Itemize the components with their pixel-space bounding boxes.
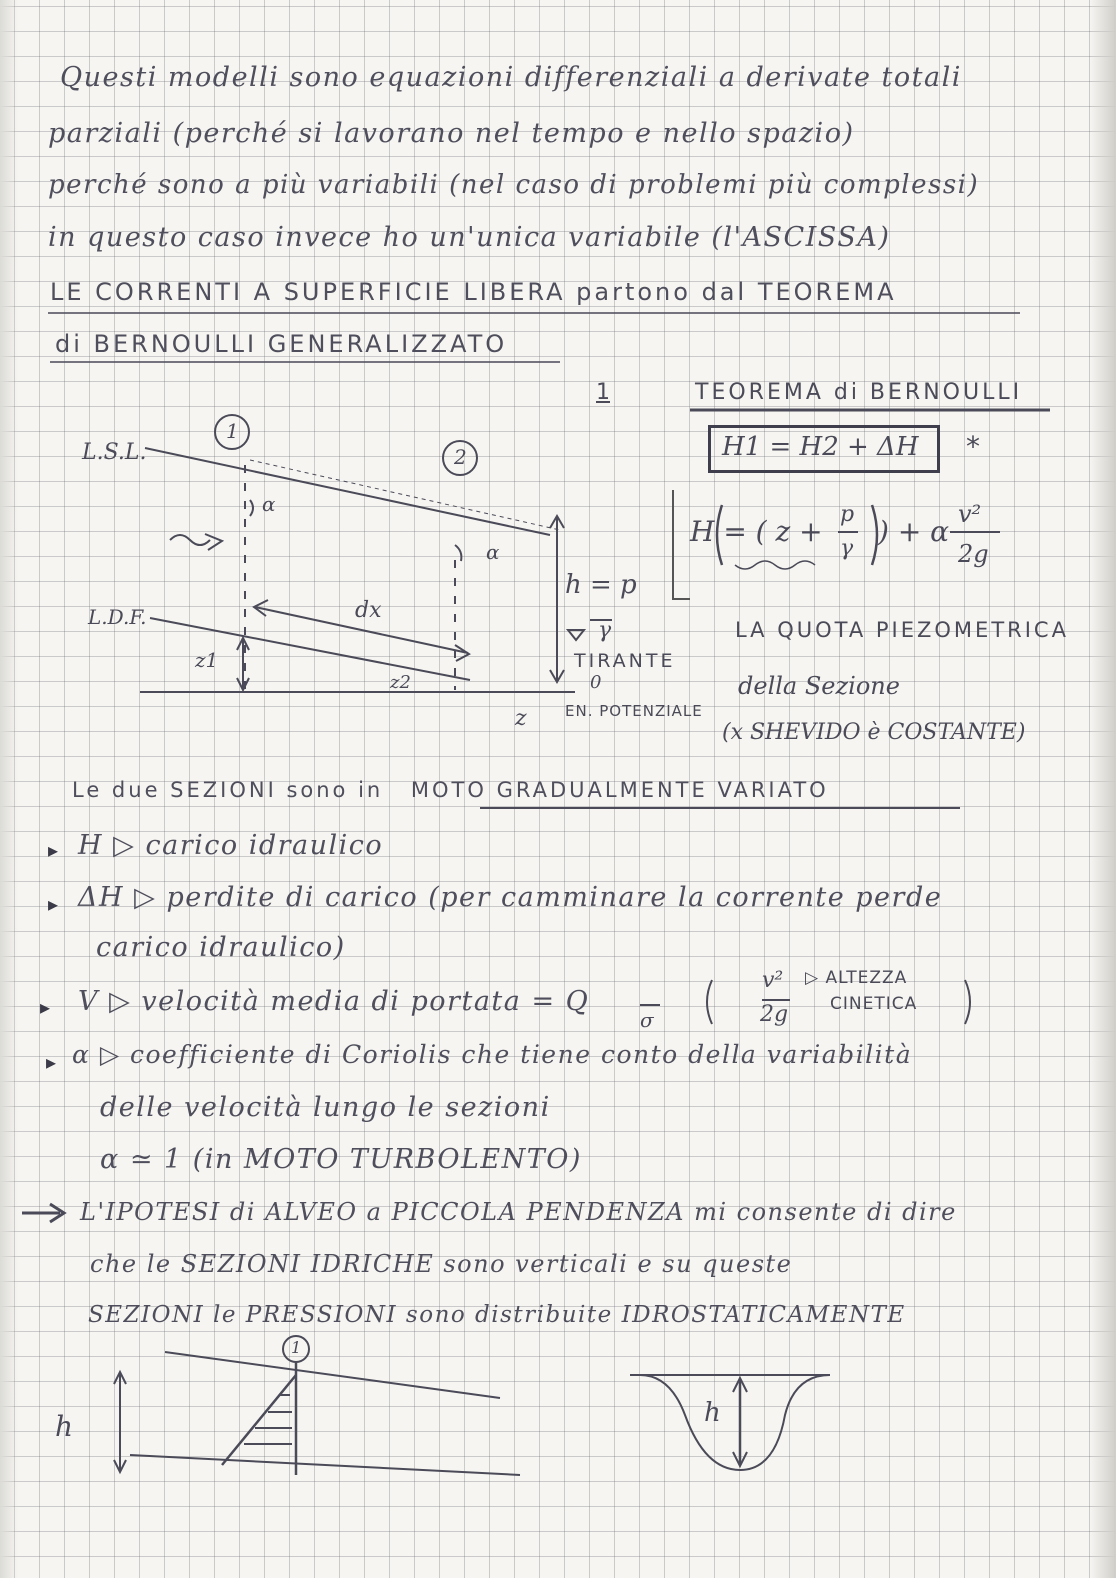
bullet-alpha-note: α ≃ 1 (in MOTO TURBOLENTO): [100, 1144, 582, 1175]
text-line-3: perché sono a più variabili (nel caso di problemi più complessi): [48, 170, 980, 200]
h-formula-2g: 2g: [958, 540, 989, 568]
kinetic-v2: v²: [762, 968, 784, 993]
depth-h-left: h: [55, 1410, 74, 1443]
dx-label: dx: [355, 598, 382, 623]
z-label: z: [515, 706, 527, 731]
kinetic-label-2: CINETICA: [830, 994, 918, 1014]
bullet-delta-h-cont: carico idraulico): [96, 932, 346, 963]
ldf-label: L.D.F.: [88, 605, 147, 629]
theorem-marker: 1: [596, 380, 610, 405]
h-label: h = p: [565, 570, 637, 600]
bullet-marker-1: ▸: [48, 838, 59, 862]
theorem-title: TEOREMA di BERNOULLI: [695, 380, 1023, 405]
theorem-equation: H1 = H2 + ΔH: [722, 432, 919, 462]
text-line-6: di BERNOULLI GENERALIZZATO: [55, 330, 508, 358]
tirante-label: TIRANTE: [574, 650, 676, 672]
z2-label: z2: [390, 672, 411, 693]
bullet-v: V ▷ velocità media di portata = Q: [78, 986, 590, 1017]
hypothesis-line-3: SEZIONI le PRESSIONI sono distribuite IDROSTATICAMENTE: [88, 1302, 906, 1328]
text-line-4: in questo caso invece ho un'unica variabile (l'ASCISSA): [48, 222, 891, 253]
bullet-marker-3: ▸: [40, 995, 51, 1019]
en-potenziale-label: EN. POTENZIALE: [565, 702, 703, 720]
depth-h-right: h: [704, 1398, 721, 1428]
alpha-label-2: α: [486, 540, 500, 564]
sections-intro-text: Le due SEZIONI sono in: [72, 778, 384, 802]
sections-intro: [72, 778, 829, 802]
bullet-marker-4: ▸: [46, 1050, 57, 1074]
section-2-label: 2: [454, 445, 467, 469]
bullet-marker-2: ▸: [48, 892, 59, 916]
bullet-delta-h: ΔH ▷ perdite di carico (per camminare la corrente perde: [78, 882, 943, 913]
text-line-1: Questi modelli sono equazioni differenziali a derivate totali: [60, 62, 962, 93]
lsl-label: L.S.L.: [82, 440, 147, 465]
hypothesis-line-1: L'IPOTESI di ALVEO a PICCOLA PENDENZA mi consente di dire: [80, 1198, 957, 1226]
theorem-star: *: [966, 430, 980, 463]
h-formula-left: H = ( z +: [690, 515, 823, 548]
bullet-h: H ▷ carico idraulico: [78, 830, 384, 861]
h-gamma: γ: [598, 618, 612, 643]
sections-intro-underlined: MOTO GRADUALMENTE VARIATO: [410, 778, 829, 802]
piezometric-line-3: (x SHEVIDO è COSTANTE): [722, 720, 1026, 745]
bullet-alpha-cont: delle velocità lungo le sezioni: [100, 1092, 551, 1123]
text-line-5: LE CORRENTI A SUPERFICIE LIBERA partono dal TEOREMA: [50, 278, 897, 306]
bullet-v-den: σ: [640, 1008, 654, 1032]
piezometric-line-2: della Sezione: [738, 672, 900, 700]
z1-label: z1: [195, 648, 219, 672]
kinetic-label-1: ▷ ALTEZZA: [805, 968, 908, 988]
alpha-label-1: α: [262, 492, 276, 516]
kinetic-2g: 2g: [760, 1002, 789, 1027]
zero-label: 0: [590, 672, 602, 693]
h-formula-right: ) + α: [878, 515, 950, 548]
h-formula-gamma: γ: [840, 536, 854, 561]
h-formula-v2: v²: [958, 500, 982, 528]
section-1-label-diagram2: 1: [291, 1338, 302, 1357]
bullet-alpha: α ▷ coefficiente di Coriolis che tiene conto della variabilità: [72, 1040, 913, 1069]
h-formula-bracket: [672, 490, 690, 600]
text-line-2: parziali (perché si lavorano nel tempo e nello spazio): [48, 118, 855, 149]
hypothesis-line-2: che le SEZIONI IDRICHE sono verticali e su queste: [90, 1250, 793, 1278]
piezometric-line-1: LA QUOTA PIEZOMETRICA: [735, 618, 1069, 642]
section-1-label: 1: [226, 419, 239, 443]
h-formula-p: p: [840, 502, 855, 527]
